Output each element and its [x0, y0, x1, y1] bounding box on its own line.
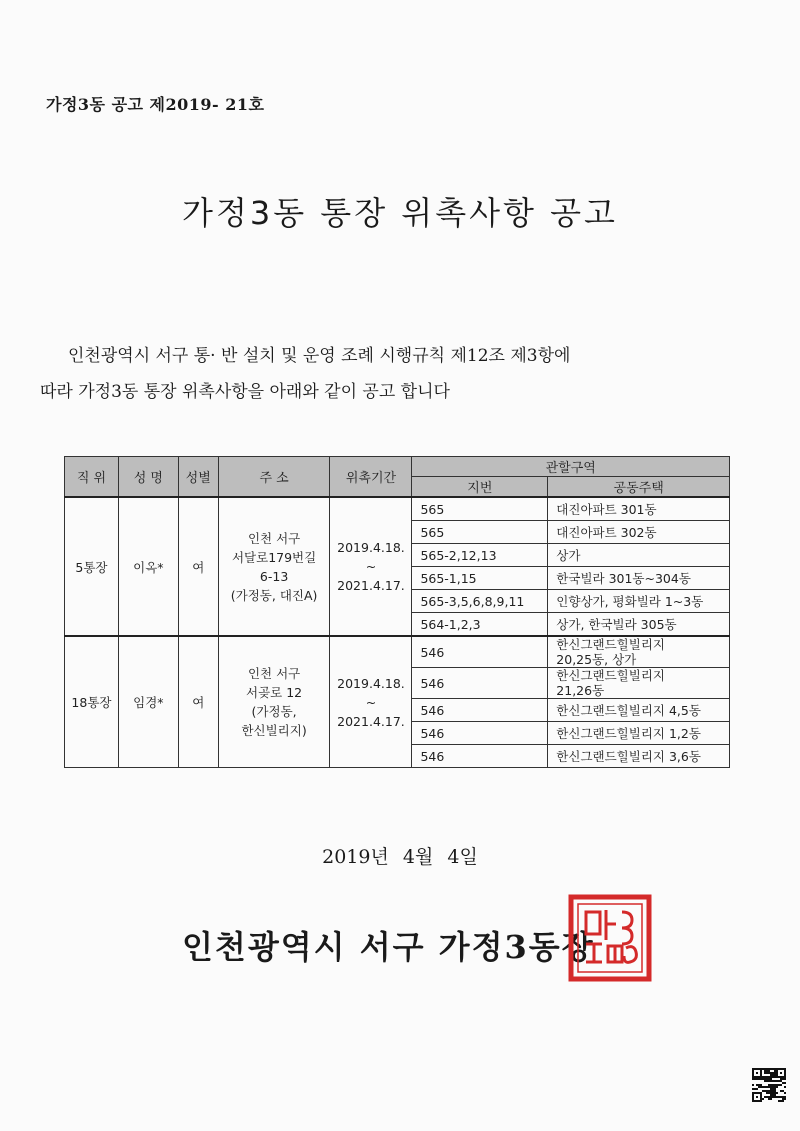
appointment-table — [64, 456, 730, 768]
housing-line: 한신그랜드힐빌리지 — [556, 637, 665, 652]
header-housing: 공동주택 — [548, 477, 730, 498]
header-position: 직 위 — [65, 457, 119, 498]
header-lot: 지번 — [412, 477, 548, 498]
housing-cell: 대진아파트 301동 — [548, 497, 730, 521]
issuer-name: 인천광역시 서구 가정3동장 — [182, 928, 595, 966]
housing-line: 21,26동 — [556, 683, 605, 698]
table-row — [65, 636, 730, 668]
header-gender: 성별 — [178, 457, 218, 498]
housing-cell: 한신그랜드힐빌리지 3,6동 — [548, 745, 730, 768]
lot-cell: 564-1,2,3 — [412, 613, 548, 637]
address-line: 서달로179번길 — [231, 549, 317, 565]
header-name: 성 명 — [118, 457, 178, 498]
housing-cell: 한국빌라 301동~304동 — [548, 567, 730, 590]
name-cell: 임경* — [118, 636, 178, 768]
term-start: 2019.4.18. — [337, 675, 405, 691]
address-line: 인천 서구 — [247, 530, 301, 546]
name-cell: 이옥* — [118, 497, 178, 636]
qr-code-icon — [752, 1068, 786, 1102]
address-line: 6-13 — [259, 568, 289, 584]
housing-cell — [548, 668, 730, 699]
housing-cell: 한신그랜드힐빌리지 1,2동 — [548, 722, 730, 745]
housing-cell: 상가 — [548, 544, 730, 567]
gender-cell: 여 — [178, 636, 218, 768]
lot-cell: 546 — [412, 636, 548, 668]
housing-line: 20,25동, 상가 — [556, 652, 637, 667]
housing-cell: 상가, 한국빌라 305동 — [548, 613, 730, 637]
header-jurisdiction: 관할구역 — [412, 457, 730, 477]
header-address: 주 소 — [218, 457, 330, 498]
term-end: 2021.4.17. — [337, 578, 405, 593]
address-cell — [218, 497, 330, 636]
lot-cell: 565 — [412, 497, 548, 521]
housing-cell: 한신그랜드힐빌리지 4,5동 — [548, 699, 730, 722]
lot-cell: 565-1,15 — [412, 567, 548, 590]
body-line-2: 따라 가정3동 통장 위촉사항을 아래와 같이 공고 합니다 — [40, 382, 450, 402]
housing-cell: 인향상가, 평화빌라 1~3동 — [548, 590, 730, 613]
term-separator: ~ — [365, 559, 377, 574]
body-line-1: 인천광역시 서구 통· 반 설치 및 운영 조례 시행규칙 제12조 제3항에 — [68, 346, 571, 366]
term-start: 2019.4.18. — [337, 540, 405, 555]
lot-cell: 565 — [412, 521, 548, 544]
lot-cell: 546 — [412, 745, 548, 768]
lot-cell: 546 — [412, 699, 548, 722]
position-cell: 5통장 — [65, 497, 119, 636]
housing-line: 한신그랜드힐빌리지 — [556, 668, 665, 683]
lot-cell: 565-3,5,6,8,9,11 — [412, 590, 548, 613]
address-line: 서곶로 12 — [246, 685, 303, 700]
address-line: 인천 서구 — [247, 666, 301, 681]
lot-cell: 565-2,12,13 — [412, 544, 548, 567]
document-title: 가정3동 통장 위촉사항 공고 — [182, 194, 618, 232]
position-cell: 18통장 — [65, 636, 119, 768]
term-cell — [330, 497, 412, 636]
notice-date: 2019년 4월 4일 — [322, 846, 478, 868]
housing-cell: 대진아파트 302동 — [548, 521, 730, 544]
term-separator: ~ — [365, 694, 377, 710]
address-cell — [218, 636, 330, 768]
notice-number: 가정3동 공고 제2019- 21호 — [46, 95, 265, 114]
body-paragraph — [40, 338, 740, 410]
address-line: 한신빌리지) — [241, 723, 307, 738]
housing-cell — [548, 636, 730, 668]
official-seal-icon — [568, 894, 652, 982]
address-line: (가정동, 대진A) — [230, 587, 318, 603]
header-term: 위촉기간 — [330, 457, 412, 498]
term-end: 2021.4.17. — [337, 713, 405, 729]
lot-cell: 546 — [412, 722, 548, 745]
gender-cell: 여 — [178, 497, 218, 636]
term-cell — [330, 636, 412, 768]
address-line: (가정동, — [251, 704, 297, 719]
lot-cell: 546 — [412, 668, 548, 699]
table-row — [65, 497, 730, 521]
